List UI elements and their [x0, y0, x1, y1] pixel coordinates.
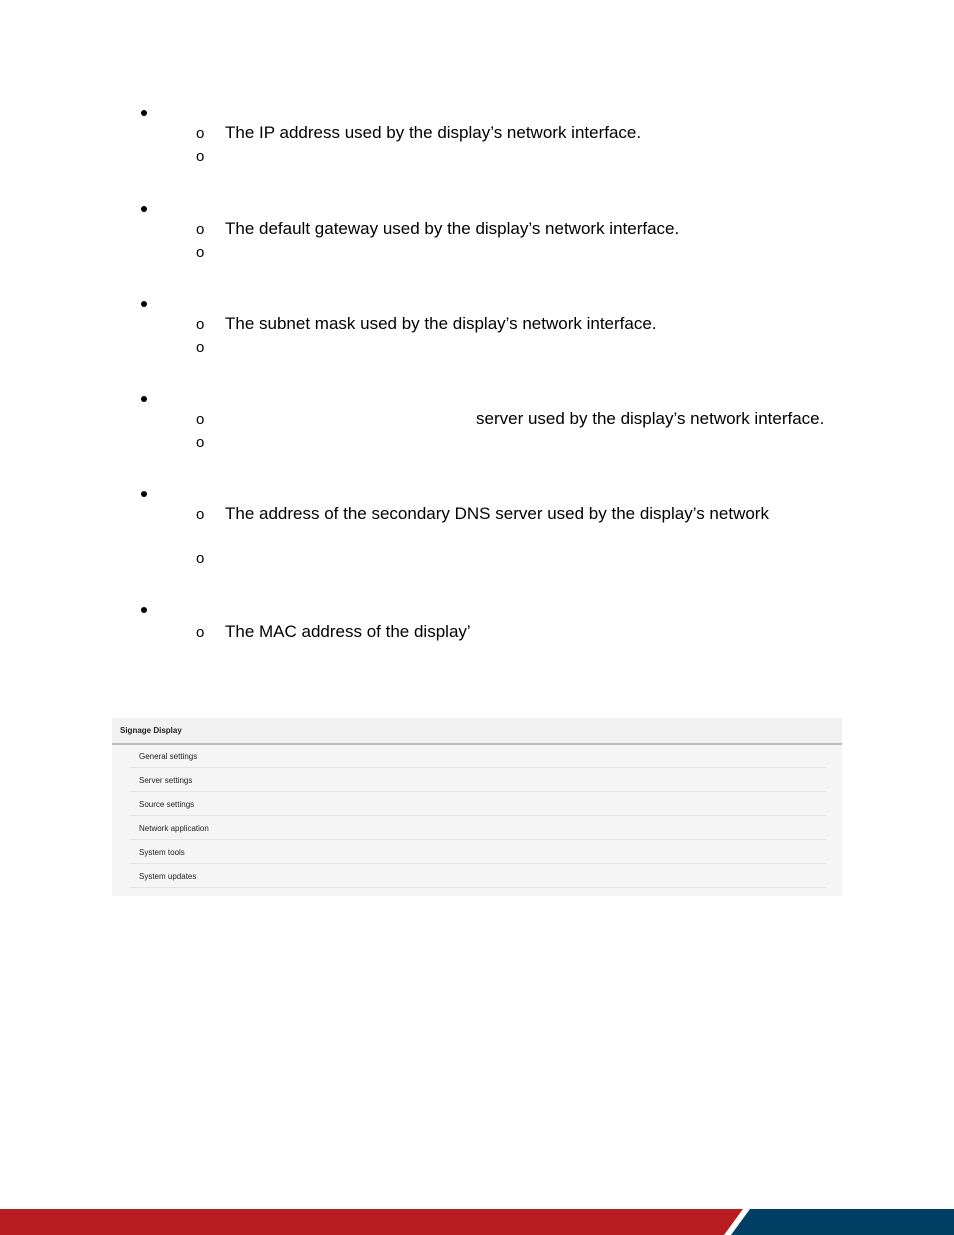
mac-address-description: The MAC address of the display’ — [225, 622, 471, 641]
panel-header — [112, 718, 842, 745]
sub-bullet-marker: o — [196, 316, 205, 333]
signage-display-screenshot — [112, 718, 842, 896]
bullet-mac-address — [141, 607, 147, 613]
footer-navy-stripe — [731, 1209, 954, 1235]
panel-title: Signage Display — [120, 726, 182, 735]
sub-bullet-marker: o — [196, 506, 205, 523]
menu-item-label: Network application — [139, 824, 209, 833]
sub-bullet-marker: o — [196, 221, 205, 238]
sub-bullet-marker: o — [196, 624, 205, 641]
menu-item-label: System tools — [139, 848, 185, 857]
bullet-netmask — [141, 301, 147, 307]
bullet-gateway — [141, 206, 147, 212]
sub-bullet-marker: o — [196, 550, 205, 567]
sub-bullet-marker: o — [196, 148, 205, 165]
sub-bullet-marker: o — [196, 244, 205, 261]
footer-red-stripe — [0, 1209, 743, 1235]
sub-bullet-marker: o — [196, 411, 205, 428]
menu-item-label: General settings — [139, 752, 198, 761]
menu-item-server-settings[interactable] — [130, 768, 826, 792]
menu-item-general-settings[interactable] — [130, 744, 826, 768]
menu-item-source-settings[interactable] — [130, 792, 826, 816]
gateway-description: The default gateway used by the display’s network interface. — [225, 219, 680, 238]
footer-brand-bar — [0, 1209, 954, 1235]
bullet-ip-address — [141, 110, 147, 116]
sub-bullet-marker: o — [196, 434, 205, 451]
bullet-dns1 — [141, 396, 147, 402]
menu-item-label: Server settings — [139, 776, 193, 785]
dns2-description: The address of the secondary DNS server used by the display’s network — [225, 504, 769, 523]
sub-bullet-marker: o — [196, 125, 205, 142]
ip-address-description: The IP address used by the display’s network interface. — [225, 123, 642, 142]
sub-bullet-marker: o — [196, 339, 205, 356]
bullet-dns2 — [141, 491, 147, 497]
menu-item-label: System updates — [139, 872, 197, 881]
menu-item-system-tools[interactable] — [130, 840, 826, 864]
menu-item-system-updates[interactable] — [130, 864, 826, 888]
menu-item-network-application[interactable] — [130, 816, 826, 840]
dns1-description: server used by the display’s network interface. — [476, 409, 825, 428]
netmask-description: The subnet mask used by the display’s network interface. — [225, 314, 657, 333]
menu-item-label: Source settings — [139, 800, 195, 809]
